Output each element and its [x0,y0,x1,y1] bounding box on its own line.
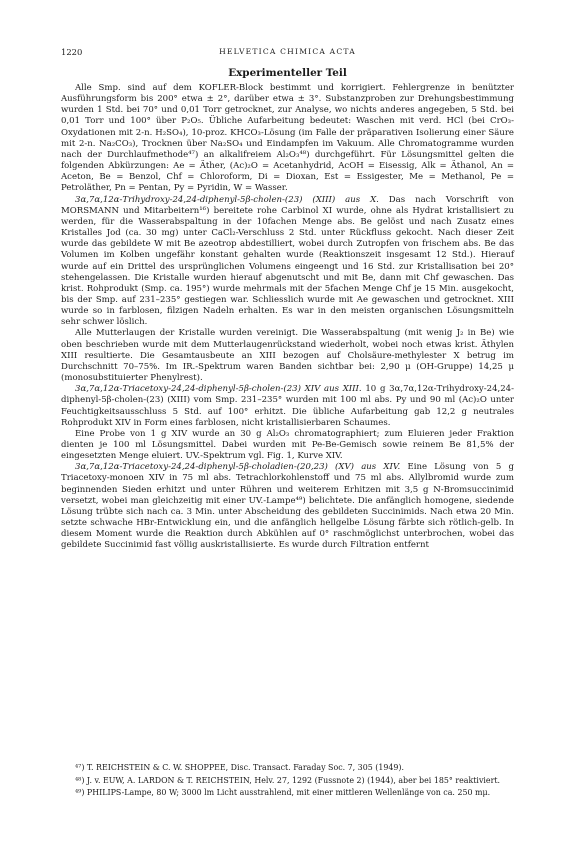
compound-heading: 3α,7α,12α-Trihydroxy-24,24-diphenyl-5β-cholen-(23) (XIII) aus X. [75,194,379,205]
compound-heading: 3α,7α,12α-Triacetoxy-24,24-diphenyl-5β-choladien-(20,23) (XV) aus XIV. [75,462,401,473]
journal-title: HELVETICA CHIMICA ACTA [219,47,356,56]
paragraph-compound-xiv: 3α,7α,12α-Triacetoxy-24,24-diphenyl-5β-cholen-(23) XIV aus XIII. 10 g 3α,7α,12α-Trihydroxy-24,24-diphenyl-5β-cholen-(23) (XIII) vom Smp. 231–235° wurden mit 100 ml abs. Py und 90 ml (Ac)₂O unter Feuchtigkeitsausschluss 5 Std. auf 100° erhitzt. Die übliche Aufarbeitung gab 12,2 g neutrales Rohprodukt XIV in Form eines farblosen, nicht kristallisierbaren Schaumes. [61,384,514,428]
footnotes [61,763,514,801]
compound-heading: 3α,7α,12α-Triacetoxy-24,24-diphenyl-5β-cholen-(23) XIV aus XIII. [75,384,362,395]
footnote-47: ⁴⁷) T. REICHSTEIN & C. W. SHOPPEE, Disc. Transact. Faraday Soc. 7, 305 (1949). [75,763,404,772]
paragraph-mother-liquors: Alle Mutterlaugen der Kristalle wurden vereinigt. Die Wasserabspaltung (mit wenig J₂ in Be) wie oben beschrieben wurde mit dem Mutterlaugenrückstand wiederholt, wobei noch etwas krist. Äthylen XIII resultierte. Die Gesamtausbeute an XIII bezogen auf Cholsäure-methylester X betrug im Durchschnitt 70–75%. Im IR.-Spektrum waren Banden sichtbar bei: 2,90 μ (OH-Gruppe) 14,25 μ (monosubstituierter Phenylrest). [61,328,514,384]
paragraph-chromatography: Eine Probe von 1 g XIV wurde an 30 g Al₂O₃ chromatographiert; zum Eluieren jeder Fraktion dienten je 100 ml Lösungsmittel. Dabei wurden mit Pe-Be-Gemisch sowie reinem Be 81,5% der eingesetzten Menge eluiert. UV.-Spektrum vgl. Fig. 1, Kurve XIV. [61,428,514,462]
footnote-49: ⁴⁹) PHILIPS-Lampe, 80 W; 3000 lm Licht ausstrahlend, mit einer mittleren Wellenlänge von ca. 250 mμ. [75,788,491,797]
page-header [61,47,514,59]
paragraph-general-methods: Alle Smp. sind auf dem KOFLER-Block bestimmt und korrigiert. Fehlergrenze in benützter Ausführungsform bis 200° etwa ± 2°, darüber etwa ± 3°. Substanzproben zur Drehungsbestimmung wurden 1 Std. bei 70° und 0,01 Torr getrocknet, zur Analyse, wo nichts anderes angegeben, 5 Std. bei 0,01 Torr und 100° über P₂O₅. Übliche Aufarbeitung bedeutet: Waschen mit verd. HCl (bei CrO₃-Oxydationen mit 2-n. H₂SO₄), 10-proz. KHCO₃-Lösung (im Falle der präparativen Isolierung einer Säure mit 2-n. Na₂CO₃), Trocknen über Na₂SO₄ und Eindampfen im Vakuum. Alle Chromatogramme wurden nach der Durchlaufmethode⁴⁷) an alkalifreiem Al₂O₃⁴⁸) durchgeführt. Für Lösungsmittel gelten die folgenden Abkürzungen: Ae = Äther, (Ac)₂O = Acetanhydrid, AcOH = Eisessig, Alk = Äthanol, An = Aceton, Be = Benzol, Chf = Chloroform, Di = Dioxan, Est = Essigester, Me = Methanol, Pe = Petroläther, Pn = Pentan, Py = Pyridin, W = Wasser. [61,83,514,194]
paragraph-compound-xv: 3α,7α,12α-Triacetoxy-24,24-diphenyl-5β-choladien-(20,23) (XV) aus XIV. Eine Lösung von 5 g Triacetoxy-monoen XIV in 75 ml abs. Tetrachlorkohlenstoff und 75 ml abs. Allylbromid wurde zum beginnenden Sieden erhitzt und unter Rühren und weiterem Erhitzen mit 3,5 g N-Bromsuccinimid versetzt, wobei man gleichzeitig mit einer UV.-Lampe⁴⁹) belichtete. Die anfänglich homogene, siedende Lösung trübte sich nach ca. 3 Min. unter Abscheidung des gebildeten Succinimids. Nach etwa 20 Min. setzte schwache HBr-Entwicklung ein, und die anfänglich hellgelbe Lösung färbte sich rötlich-gelb. In diesem Moment wurde die Reaktion durch Abkühlen auf 0° raschmöglichst unterbrochen, wobei das gebildete Succinimid fast völlig auskristallisierte. Es wurde durch Filtration entfernt [61,462,514,551]
body-text [61,83,514,552]
page-number: 1220 [61,47,83,57]
footnote-48: ⁴⁸) J. v. EUW, A. LARDON & T. REICHSTEIN, Helv. 27, 1292 (Fussnote 2) (1944), aber bei 185° reaktiviert. [75,775,501,785]
paragraph-compound-xiii: 3α,7α,12α-Trihydroxy-24,24-diphenyl-5β-cholen-(23) (XIII) aus X. Das nach Vorschrift von MORSMANN und Mitarbeitern¹⁶) bereitete rohe Carbinol XI wurde, ohne als Hydrat kristallisiert zu werden, für die Wasserabspaltung in der 10fachen Menge abs. Be gelöst und nach Zusatz eines Kristalles Jod (ca. 30 mg) unter CaCl₂-Verschluss 2 Std. unter Rückfluss gekocht. Nach dieser Zeit wurde das gebildete W mit Be azeotrop abdestilliert, wobei durch Zutropfen von frischem abs. Be das Volumen im Kolben ungefähr konstant gehalten wurde (Reaktionszeit insgesamt 12 Std.). Hierauf wurde auf ein Drittel des ursprünglichen Volumens eingeengt und 16 Std. zur Kristallisation bei 20° stehengelassen. Die Kristalle wurden hierauf abgenutscht und mit Be, dann mit Chf gewaschen. Das krist. Rohprodukt (Smp. ca. 195°) wurde mehrmals mit der 5fachen Menge Chf je 15 Min. ausgekocht, bis der Smp. auf 231–235° gestiegen war. Schliesslich wurde mit Ae gewaschen und getrocknet. XIII wurde so in farblosen, filzigen Nadeln erhalten. Es war in den meisten organischen Lösungsmitteln sehr schwer löslich. [61,194,514,328]
section-title: Experimenteller Teil [228,67,347,79]
